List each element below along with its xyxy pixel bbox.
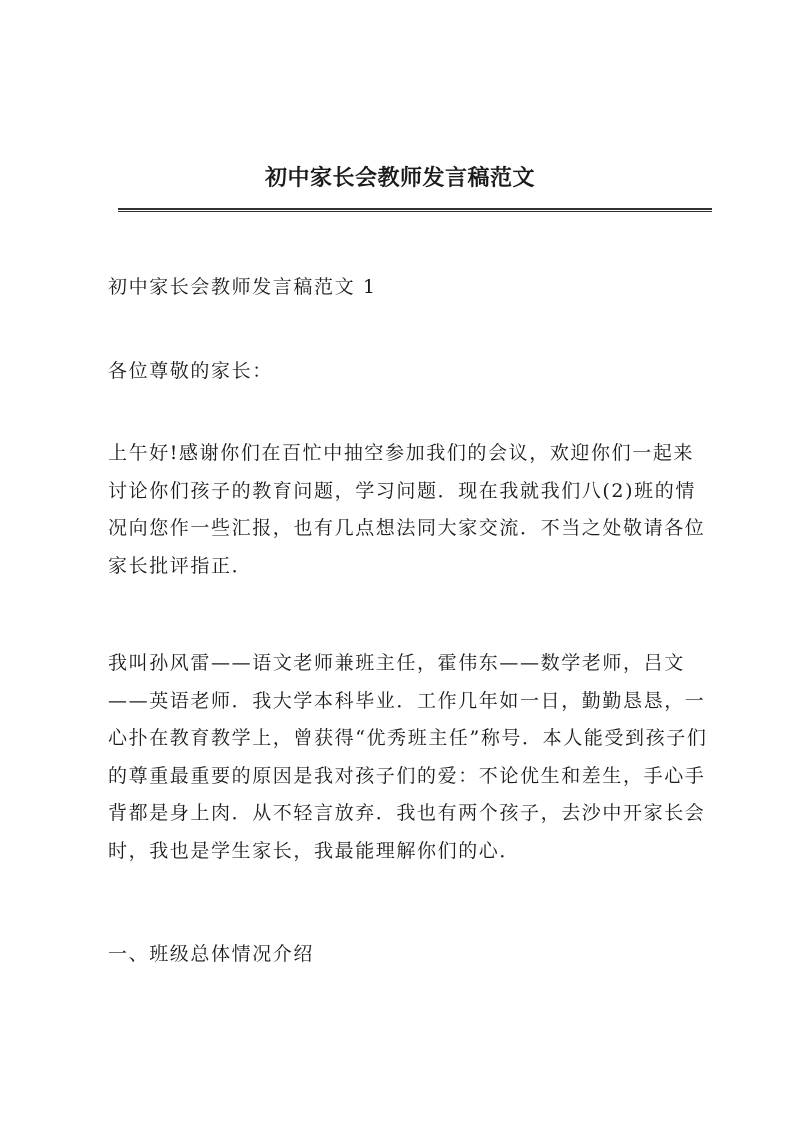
document-subtitle: 初中家长会教师发言稿范文 1 (108, 276, 377, 298)
paragraph-teachers: 我叫孙风雷——语文老师兼班主任，霍伟东——数学老师，吕文——英语老师．我大学本科毕业．工作几年如一日，勤勤恳恳，一心扑在教育教学上，曾获得“优秀班主任”称号．本人能受到孩子们的尊重最重要的原因是我对孩子们的爱：不论优生和差生，手心手背都是身上肉．从不轻言放弃．我也有两个孩子，去沙中开家长会时，我也是学生家长，我最能理解你们的心． (108, 652, 708, 862)
title-divider (118, 208, 712, 212)
section-heading: 一、班级总体情况介绍 (108, 943, 315, 965)
paragraph-intro: 上午好!感谢你们在百忙中抽空参加我们的会议，欢迎你们一起来讨论你们孩子的教育问题，学习问题．现在我就我们八(2)班的情况向您作一些汇报，也有几点想法同大家交流．不当之处敬请各位家长批评指正． (108, 442, 706, 577)
page-title: 初中家长会教师发言稿范文 (264, 165, 535, 191)
greeting-line: 各位尊敬的家长： (108, 360, 273, 382)
